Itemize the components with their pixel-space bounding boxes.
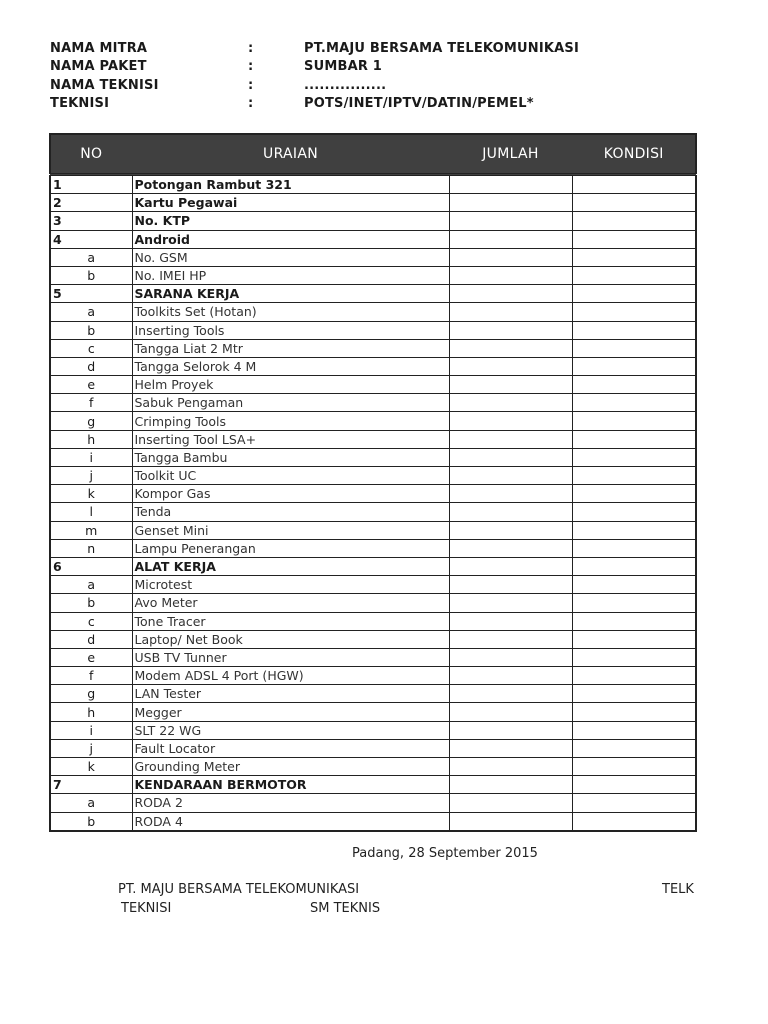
- row-jumlah[interactable]: [449, 266, 572, 284]
- row-number: e: [50, 376, 132, 394]
- row-kondisi[interactable]: [572, 194, 696, 212]
- table-row: [50, 230, 696, 248]
- row-jumlah[interactable]: [449, 648, 572, 666]
- table-row: [50, 758, 696, 776]
- table-row: [50, 430, 696, 448]
- header-block: [50, 41, 670, 114]
- row-kondisi[interactable]: [572, 794, 696, 812]
- table-row: [50, 576, 696, 594]
- row-number: k: [50, 758, 132, 776]
- row-jumlah[interactable]: [449, 667, 572, 685]
- row-number: b: [50, 321, 132, 339]
- row-kondisi[interactable]: [572, 303, 696, 321]
- row-kondisi[interactable]: [572, 485, 696, 503]
- header-row-teknisi: [50, 96, 670, 114]
- table-row: [50, 175, 696, 194]
- row-kondisi[interactable]: [572, 412, 696, 430]
- row-number: g: [50, 412, 132, 430]
- row-number: b: [50, 812, 132, 831]
- row-number: j: [50, 467, 132, 485]
- header-colon: :: [248, 77, 254, 93]
- row-uraian: Tangga Liat 2 Mtr: [132, 339, 449, 357]
- row-uraian: Genset Mini: [132, 521, 449, 539]
- row-number: f: [50, 394, 132, 412]
- column-header-jumlah: JUMLAH: [449, 134, 572, 175]
- row-uraian: Potongan Rambut 321: [132, 175, 449, 194]
- row-kondisi[interactable]: [572, 776, 696, 794]
- column-header-no: NO: [50, 134, 132, 175]
- company-name: PT. MAJU BERSAMA TELEKOMUNIKASI: [118, 882, 360, 897]
- header-value: POTS/INET/IPTV/DATIN/PEMEL*: [304, 95, 534, 111]
- row-kondisi[interactable]: [572, 594, 696, 612]
- row-uraian: Sabuk Pengaman: [132, 394, 449, 412]
- row-number: 6: [50, 557, 132, 575]
- row-jumlah[interactable]: [449, 685, 572, 703]
- row-uraian: LAN Tester: [132, 685, 449, 703]
- table-body: [50, 175, 696, 831]
- row-kondisi[interactable]: [572, 321, 696, 339]
- place-date: Padang, 28 September 2015: [352, 846, 538, 861]
- row-uraian: Helm Proyek: [132, 376, 449, 394]
- table-row: [50, 485, 696, 503]
- row-uraian: RODA 4: [132, 812, 449, 831]
- row-number: h: [50, 430, 132, 448]
- row-jumlah[interactable]: [449, 630, 572, 648]
- header-label: NAMA MITRA: [50, 41, 148, 56]
- row-number: b: [50, 266, 132, 284]
- table-row: [50, 685, 696, 703]
- column-header-kondisi: KONDISI: [572, 134, 696, 175]
- row-uraian: USB TV Tunner: [132, 648, 449, 666]
- row-uraian: SLT 22 WG: [132, 721, 449, 739]
- row-kondisi[interactable]: [572, 503, 696, 521]
- row-jumlah[interactable]: [449, 448, 572, 466]
- table-row: [50, 776, 696, 794]
- row-uraian: Lampu Penerangan: [132, 539, 449, 557]
- row-kondisi[interactable]: [572, 612, 696, 630]
- row-kondisi[interactable]: [572, 739, 696, 757]
- row-uraian: RODA 2: [132, 794, 449, 812]
- header-value: SUMBAR 1: [304, 59, 383, 75]
- row-kondisi[interactable]: [572, 448, 696, 466]
- row-number: a: [50, 794, 132, 812]
- row-kondisi[interactable]: [572, 248, 696, 266]
- row-number: n: [50, 539, 132, 557]
- table-row: [50, 630, 696, 648]
- row-jumlah[interactable]: [449, 430, 572, 448]
- row-number: 2: [50, 194, 132, 212]
- row-uraian: Grounding Meter: [132, 758, 449, 776]
- table-row: [50, 467, 696, 485]
- table-row: [50, 812, 696, 831]
- row-uraian: Kompor Gas: [132, 485, 449, 503]
- table-row: [50, 739, 696, 757]
- row-kondisi[interactable]: [572, 703, 696, 721]
- inventory-table: [49, 133, 697, 832]
- row-kondisi[interactable]: [572, 394, 696, 412]
- row-jumlah[interactable]: [449, 485, 572, 503]
- row-number: j: [50, 739, 132, 757]
- table-row: [50, 357, 696, 375]
- row-jumlah[interactable]: [449, 394, 572, 412]
- row-number: i: [50, 721, 132, 739]
- row-number: a: [50, 248, 132, 266]
- row-kondisi[interactable]: [572, 630, 696, 648]
- row-number: c: [50, 612, 132, 630]
- row-jumlah[interactable]: [449, 812, 572, 831]
- row-number: b: [50, 594, 132, 612]
- row-number: i: [50, 448, 132, 466]
- table-row: [50, 248, 696, 266]
- row-uraian: Microtest: [132, 576, 449, 594]
- row-uraian: Inserting Tool LSA+: [132, 430, 449, 448]
- row-kondisi[interactable]: [572, 812, 696, 831]
- row-number: g: [50, 685, 132, 703]
- row-uraian: Laptop/ Net Book: [132, 630, 449, 648]
- header-label: NAMA TEKNISI: [50, 77, 159, 93]
- row-number: a: [50, 576, 132, 594]
- row-jumlah[interactable]: [449, 339, 572, 357]
- row-jumlah[interactable]: [449, 357, 572, 375]
- table-row: [50, 594, 696, 612]
- header-row-nama-paket: [50, 59, 670, 77]
- row-jumlah[interactable]: [449, 739, 572, 757]
- table-row: [50, 285, 696, 303]
- row-jumlah[interactable]: [449, 194, 572, 212]
- table-row: [50, 648, 696, 666]
- signer-teknisi: TEKNISI: [121, 901, 172, 916]
- row-jumlah[interactable]: [449, 503, 572, 521]
- row-jumlah[interactable]: [449, 539, 572, 557]
- row-jumlah[interactable]: [449, 212, 572, 230]
- table-row: [50, 376, 696, 394]
- row-kondisi[interactable]: [572, 648, 696, 666]
- row-number: c: [50, 339, 132, 357]
- row-number: 5: [50, 285, 132, 303]
- table-row: [50, 303, 696, 321]
- row-uraian: No. GSM: [132, 248, 449, 266]
- row-uraian: Toolkit UC: [132, 467, 449, 485]
- row-jumlah[interactable]: [449, 794, 572, 812]
- row-number: e: [50, 648, 132, 666]
- row-number: m: [50, 521, 132, 539]
- row-kondisi[interactable]: [572, 467, 696, 485]
- row-uraian: Tangga Selorok 4 M: [132, 357, 449, 375]
- row-jumlah[interactable]: [449, 467, 572, 485]
- header-colon: :: [248, 95, 254, 111]
- row-uraian: Crimping Tools: [132, 412, 449, 430]
- row-jumlah[interactable]: [449, 175, 572, 194]
- row-kondisi[interactable]: [572, 758, 696, 776]
- row-jumlah[interactable]: [449, 303, 572, 321]
- row-kondisi[interactable]: [572, 266, 696, 284]
- row-uraian: Toolkits Set (Hotan): [132, 303, 449, 321]
- row-uraian: Android: [132, 230, 449, 248]
- row-number: f: [50, 667, 132, 685]
- table-row: [50, 667, 696, 685]
- row-jumlah[interactable]: [449, 776, 572, 794]
- row-kondisi[interactable]: [572, 430, 696, 448]
- row-jumlah[interactable]: [449, 412, 572, 430]
- row-jumlah[interactable]: [449, 612, 572, 630]
- table-row: [50, 703, 696, 721]
- table-row: [50, 394, 696, 412]
- row-kondisi[interactable]: [572, 576, 696, 594]
- row-kondisi[interactable]: [572, 175, 696, 194]
- row-jumlah[interactable]: [449, 703, 572, 721]
- row-kondisi[interactable]: [572, 212, 696, 230]
- row-uraian: KENDARAAN BERMOTOR: [132, 776, 449, 794]
- table-row: [50, 503, 696, 521]
- row-jumlah[interactable]: [449, 557, 572, 575]
- row-uraian: Megger: [132, 703, 449, 721]
- table-row: [50, 539, 696, 557]
- row-number: 4: [50, 230, 132, 248]
- row-jumlah[interactable]: [449, 576, 572, 594]
- header-label: TEKNISI: [50, 95, 110, 111]
- table-row: [50, 612, 696, 630]
- header-row-nama-mitra: [50, 41, 670, 59]
- row-number: d: [50, 357, 132, 375]
- header-label: NAMA PAKET: [50, 59, 147, 75]
- row-number: l: [50, 503, 132, 521]
- signer-sm-teknis: SM TEKNIS: [310, 901, 381, 916]
- header-colon: :: [248, 59, 254, 75]
- row-jumlah[interactable]: [449, 285, 572, 303]
- row-uraian: Fault Locator: [132, 739, 449, 757]
- table-row: [50, 557, 696, 575]
- header-row-nama-teknisi: [50, 78, 670, 96]
- row-uraian: Tangga Bambu: [132, 448, 449, 466]
- table-row: [50, 266, 696, 284]
- table-row: [50, 721, 696, 739]
- table-row: [50, 194, 696, 212]
- table-row: [50, 339, 696, 357]
- row-uraian: SARANA KERJA: [132, 285, 449, 303]
- row-jumlah[interactable]: [449, 376, 572, 394]
- row-kondisi[interactable]: [572, 357, 696, 375]
- table-row: [50, 412, 696, 430]
- row-kondisi[interactable]: [572, 557, 696, 575]
- row-uraian: Modem ADSL 4 Port (HGW): [132, 667, 449, 685]
- header-value: ................: [304, 77, 387, 93]
- row-kondisi[interactable]: [572, 667, 696, 685]
- row-kondisi[interactable]: [572, 285, 696, 303]
- right-party: TELK: [662, 882, 694, 897]
- row-kondisi[interactable]: [572, 685, 696, 703]
- table-row: [50, 521, 696, 539]
- row-uraian: Inserting Tools: [132, 321, 449, 339]
- row-jumlah[interactable]: [449, 758, 572, 776]
- row-kondisi[interactable]: [572, 521, 696, 539]
- header-value: PT.MAJU BERSAMA TELEKOMUNIKASI: [304, 41, 580, 56]
- row-kondisi[interactable]: [572, 230, 696, 248]
- row-number: 7: [50, 776, 132, 794]
- row-jumlah[interactable]: [449, 594, 572, 612]
- table-row: [50, 321, 696, 339]
- row-uraian: Tone Tracer: [132, 612, 449, 630]
- row-jumlah[interactable]: [449, 230, 572, 248]
- table-row: [50, 448, 696, 466]
- row-kondisi[interactable]: [572, 539, 696, 557]
- row-number: d: [50, 630, 132, 648]
- row-jumlah[interactable]: [449, 248, 572, 266]
- column-header-uraian: URAIAN: [132, 134, 449, 175]
- row-uraian: ALAT KERJA: [132, 557, 449, 575]
- row-number: 3: [50, 212, 132, 230]
- row-kondisi[interactable]: [572, 339, 696, 357]
- row-number: h: [50, 703, 132, 721]
- row-number: k: [50, 485, 132, 503]
- row-jumlah[interactable]: [449, 721, 572, 739]
- row-number: 1: [50, 175, 132, 194]
- row-kondisi[interactable]: [572, 721, 696, 739]
- row-uraian: No. KTP: [132, 212, 449, 230]
- row-uraian: No. IMEI HP: [132, 266, 449, 284]
- table-header-row: [50, 134, 696, 175]
- row-jumlah[interactable]: [449, 321, 572, 339]
- table-row: [50, 212, 696, 230]
- header-colon: :: [248, 41, 254, 56]
- row-uraian: Tenda: [132, 503, 449, 521]
- row-uraian: Avo Meter: [132, 594, 449, 612]
- row-number: a: [50, 303, 132, 321]
- row-jumlah[interactable]: [449, 521, 572, 539]
- row-uraian: Kartu Pegawai: [132, 194, 449, 212]
- row-kondisi[interactable]: [572, 376, 696, 394]
- table-row: [50, 794, 696, 812]
